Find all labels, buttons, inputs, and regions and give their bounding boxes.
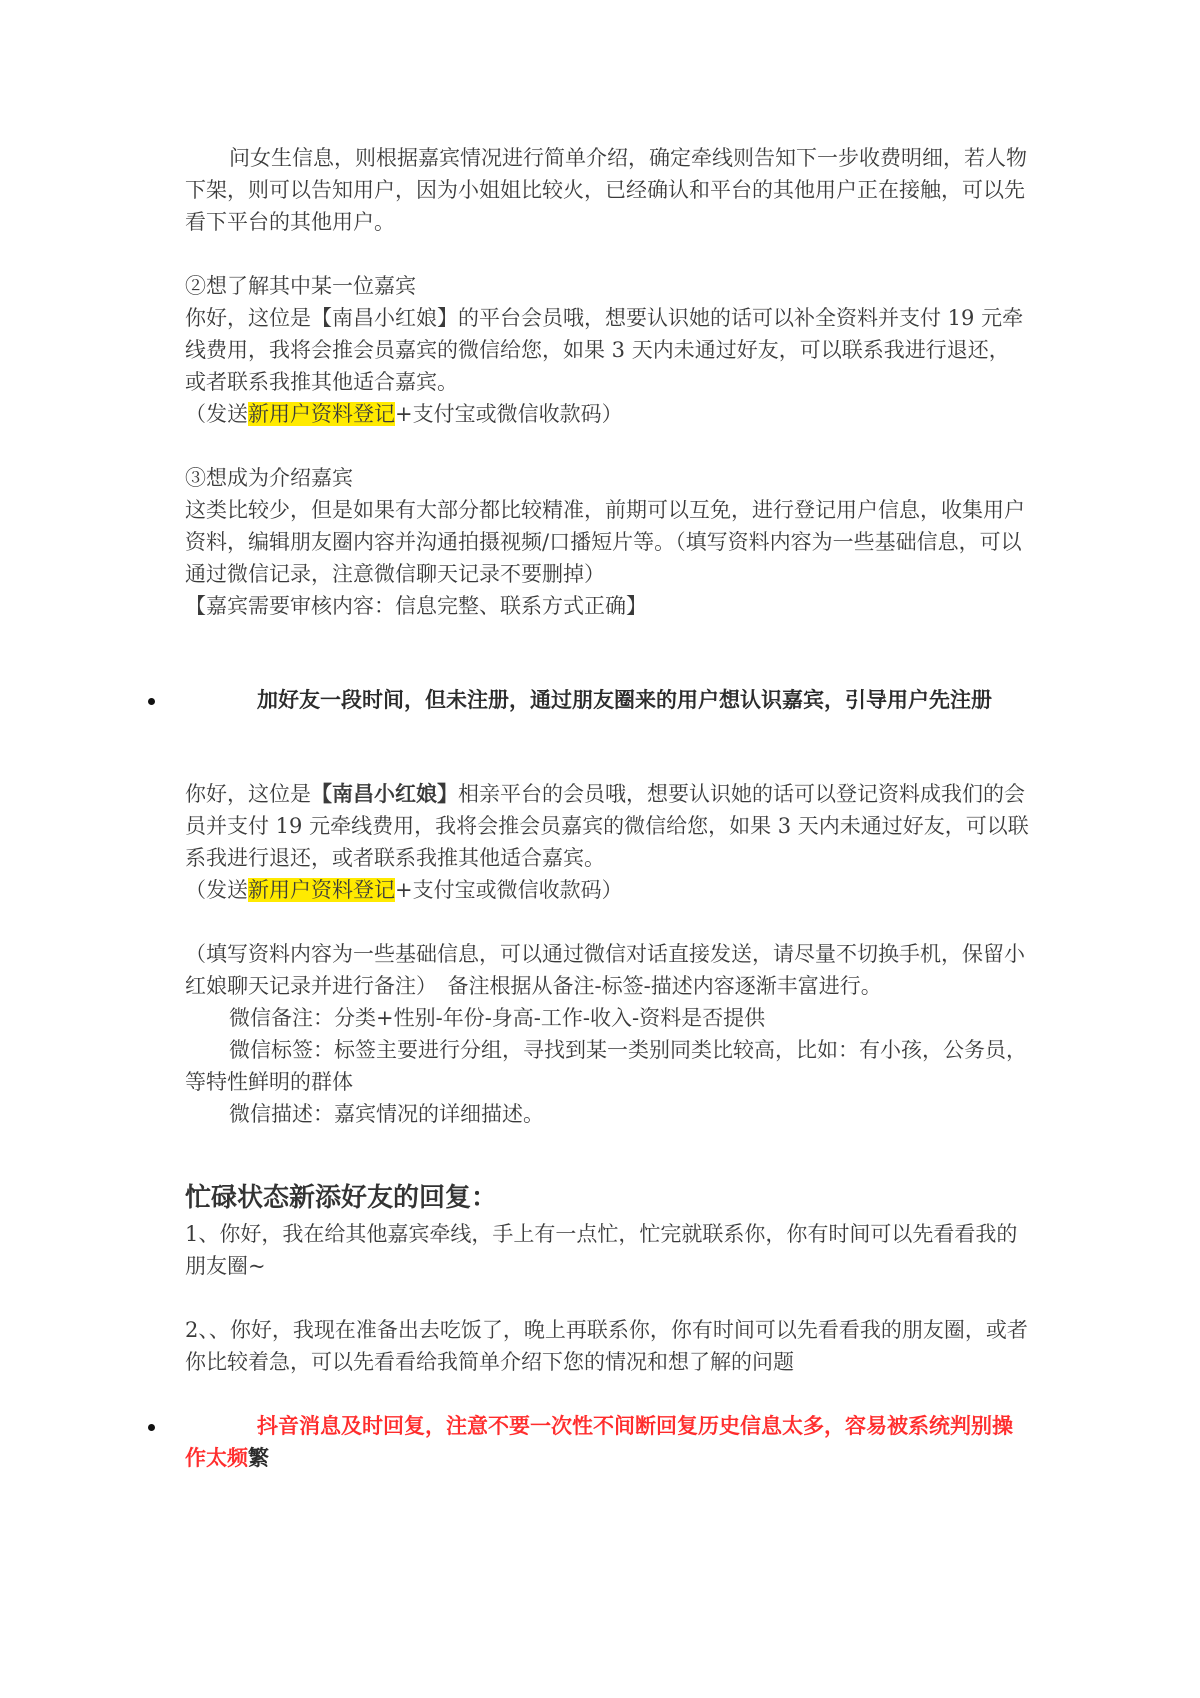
reply-prefix: 你好，这位是 <box>185 782 311 806</box>
reply-send-line <box>185 874 1030 906</box>
notes-intro: （填写资料内容为一些基础信息，可以通过微信对话直接发送，请尽量不切换手机，保留小红娘聊天记录并进行备注） 备注根据从备注-标签-描述内容逐渐丰富进行。 <box>185 942 1025 998</box>
busy-reply-2: 2、、你好，我现在准备出去吃饭了，晚上再联系你，你有时间可以先看看我的朋友圈，或者你比较着急，可以先看看给我简单介绍下您的情况和想了解的问题 <box>185 1318 1028 1374</box>
bullet-douyin-tail: 繁 <box>248 1446 269 1470</box>
send-prefix: （发送 <box>185 878 248 902</box>
send-suffix: +支付宝或微信收款码） <box>395 402 623 426</box>
section3-body: 这类比较少，但是如果有大部分都比较精准，前期可以互免，进行登记用户信息，收集用户资料，编辑朋友圈内容并沟通拍摄视频/口播短片等。（填写资料内容为一些基础信息，可以通过微信记录，注意微信聊天记录不要删掉） <box>185 498 1025 586</box>
notes-tag: 微信标签：标签主要进行分组，寻找到某一类别同类比较高，比如：有小孩，公务员，等特性鲜明的群体 <box>185 1038 1027 1094</box>
section3-review: 【嘉宾需要审核内容：信息完整、联系方式正确】 <box>185 594 647 618</box>
bullet-dot <box>148 698 155 705</box>
bullet-douyin-red: 抖音消息及时回复，注意不要一次性不间断回复历史信息太多，容易被系统判别操作太频 <box>185 1414 1013 1470</box>
busy-reply-1: 1、你好，我在给其他嘉宾牵线，手上有一点忙，忙完就联系你，你有时间可以先看看我的朋友圈~ <box>185 1222 1018 1278</box>
bullet-douyin-text <box>185 1410 1030 1474</box>
send-prefix: （发送 <box>185 402 248 426</box>
bullet-register <box>185 684 1030 716</box>
document-content <box>185 142 1030 1474</box>
notes-desc: 微信描述：嘉宾情况的详细描述。 <box>229 1102 544 1126</box>
send-highlight: 新用户资料登记 <box>248 402 395 426</box>
notes-remark: 微信备注：分类+性别-年份-身高-工作-收入-资料是否提供 <box>229 1006 766 1030</box>
busy-heading: 忙碌状态新添好友的回复： <box>185 1183 498 1213</box>
reply-brand: 【南昌小红娘】 <box>311 781 458 806</box>
send-suffix: +支付宝或微信收款码） <box>395 878 623 902</box>
section2-title: ②想了解其中某一位嘉宾 <box>185 274 416 298</box>
reply-suffix: 相亲平台的会员哦，想要认识她的话可以登记资料成我们的会员并支付 19 元牵线费用，我将会推会员嘉宾的微信给您，如果 3 天内未通过好友，可以联系我进行退还，或者联系我推其他适合嘉宾。 <box>185 782 1029 870</box>
reply-paragraph <box>185 778 1030 874</box>
section2-body: 你好，这位是【南昌小红娘】的平台会员哦，想要认识她的话可以补全资料并支付 19 元牵线费用，我将会推会员嘉宾的微信给您，如果 3 天内未通过好友，可以联系我进行退还，或者联系我推其他适合嘉宾。 <box>185 306 1024 394</box>
intro-paragraph: 问女生信息，则根据嘉宾情况进行简单介绍，确定牵线则告知下一步收费明细，若人物下架，则可以告知用户，因为小姐姐比较火，已经确认和平台的其他用户正在接触，可以先看下平台的其他用户。 <box>185 146 1027 234</box>
send-highlight: 新用户资料登记 <box>248 878 395 902</box>
section3-title: ③想成为介绍嘉宾 <box>185 466 353 490</box>
bullet-register-text: 加好友一段时间，但未注册，通过朋友圈来的用户想认识嘉宾，引导用户先注册 <box>257 688 992 712</box>
section2-send-line <box>185 398 1030 430</box>
bullet-dot <box>148 1424 155 1431</box>
bullet-douyin <box>185 1410 1030 1474</box>
